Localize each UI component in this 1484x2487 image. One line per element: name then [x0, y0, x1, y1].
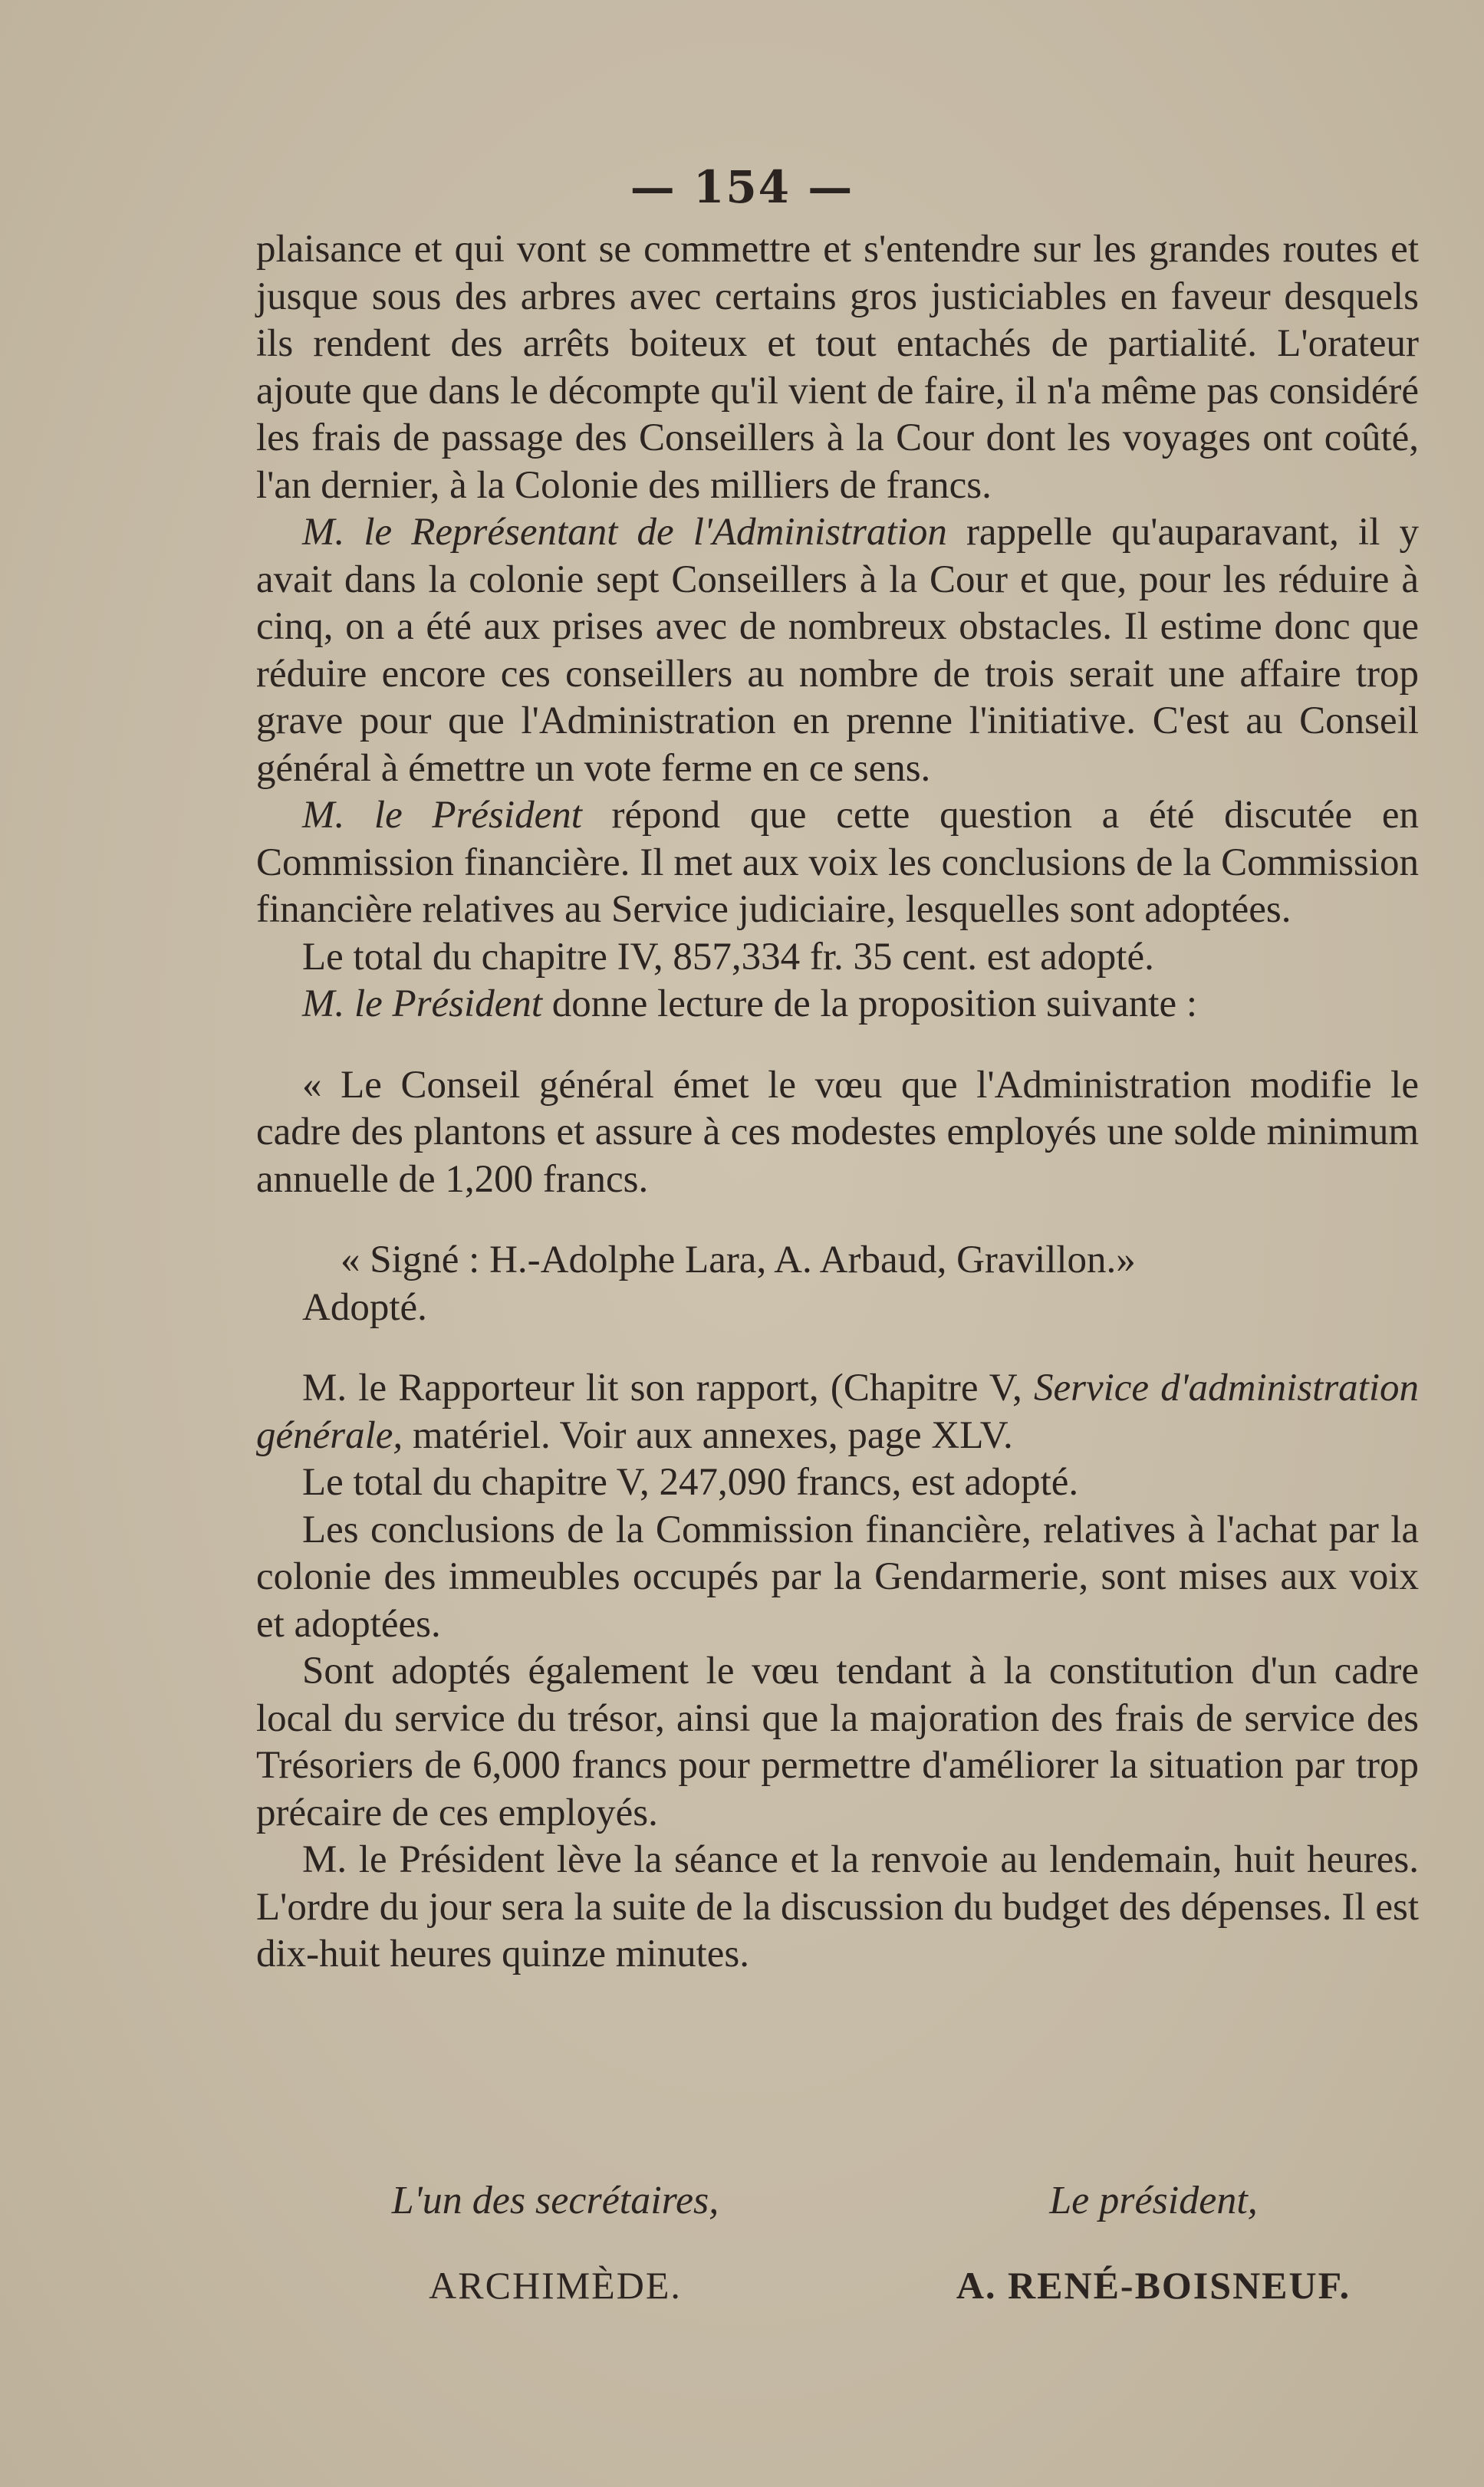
paragraph-gendarmerie: Les conclusions de la Commission financière, relatives à l'achat par la colonie des immeubles occupés par la Gendarmerie, sont mises aux voix et adoptées. — [256, 1508, 1419, 1646]
page-number: — 154 — — [630, 161, 854, 213]
paragraph-5 — [256, 981, 1419, 1028]
secretary-name: ARCHIMÈDE. — [429, 2264, 682, 2307]
paragraph-rapporteur — [256, 1365, 1419, 1459]
paragraph-4: Le total du chapitre IV, 857,334 fr. 35 cent. est adopté. — [302, 935, 1154, 979]
paragraph-tresor: Sont adoptés également le vœu tendant à la constitution d'un cadre local du service du trésor, ainsi que la majoration des frais de service des Trésoriers de 6,000 francs pour permettre d'améliorer la situation par trop précaire de ces employés. — [256, 1650, 1419, 1834]
paragraph-1: plaisance et qui vont se commettre et s'entendre sur les grandes routes et jusque sous des arbres avec certains gros justiciables en faveur desquels ils rendent des arrêts boiteux et tout entachés de partialité. L'orateur ajoute que dans le décompte qu'il vient de faire, il n'a même pas considéré les frais de passage des Conseillers à la Cour dont les voyages ont coûté, l'an dernier, à la Colonie des milliers de francs. — [256, 228, 1419, 507]
paragraph-closing: M. le Président lève la séance et la renvoie au lendemain, huit heures. L'ordre du jour sera la suite de la discussion du budget des dépenses. Il est dix-huit heures quinze minutes. — [256, 1838, 1419, 1975]
rapporteur-italic: Service d'administration générale, — [256, 1367, 1420, 1457]
body-text — [256, 226, 1419, 1979]
president-role: Le président, — [1049, 2179, 1258, 2222]
adopted-line: Adopté. — [302, 1285, 427, 1329]
paragraph-2 — [256, 509, 1419, 792]
speaker-president-2: M. le Président — [302, 982, 542, 1025]
proposal-signatories: « Signé : H.-Adolphe Lara, A. Arbaud, Gravillon.» — [341, 1239, 1136, 1281]
signature-block — [256, 2174, 1419, 2343]
paragraph-3 — [256, 792, 1419, 934]
paragraph-5-text: donne lecture de la proposition suivante : — [542, 982, 1198, 1025]
proposal-text: « Le Conseil général émet le vœu que l'Administration modifie le cadre des plantons et assure à ces modestes employés une solde minimum annuelle de 1,200 francs. — [256, 1063, 1419, 1201]
paragraph-3-text: répond que cette question a été discutée en Commission financière. Il met aux voix les conclusions de la Commission financière relatives au Service judiciaire, lesquelles sont adoptées. — [256, 794, 1419, 931]
paragraph-2-text: rappelle qu'auparavant, il y avait dans la colonie sept Conseillers à la Cour et que, pour les réduire à cinq, on a été aux prises avec de nombreux obstacles. Il estime donc que réduire encore ces conseillers au nombre de trois serait une affaire trop grave pour que l'Administration en prenne l'initiative. C'est au Conseil général à émettre un vote ferme en ce sens. — [256, 511, 1419, 790]
rapporteur-prefix: M. le Rapporteur lit son rapport, (Chapitre V, — [302, 1367, 1034, 1410]
speaker-representant: M. le Représentant de l'Administration — [302, 511, 947, 554]
signature-secretary — [318, 2174, 793, 2312]
president-name: A. RENÉ-BOISNEUF. — [956, 2264, 1351, 2307]
rapporteur-suffix: matériel. Voir aux annexes, page XLV. — [403, 1413, 1013, 1457]
signature-president — [916, 2174, 1391, 2312]
paragraph-chapter-v-total: Le total du chapitre V, 247,090 francs, est adopté. — [302, 1461, 1079, 1504]
secretary-role: L'un des secrétaires, — [391, 2179, 719, 2222]
speaker-president: M. le Président — [302, 794, 582, 837]
